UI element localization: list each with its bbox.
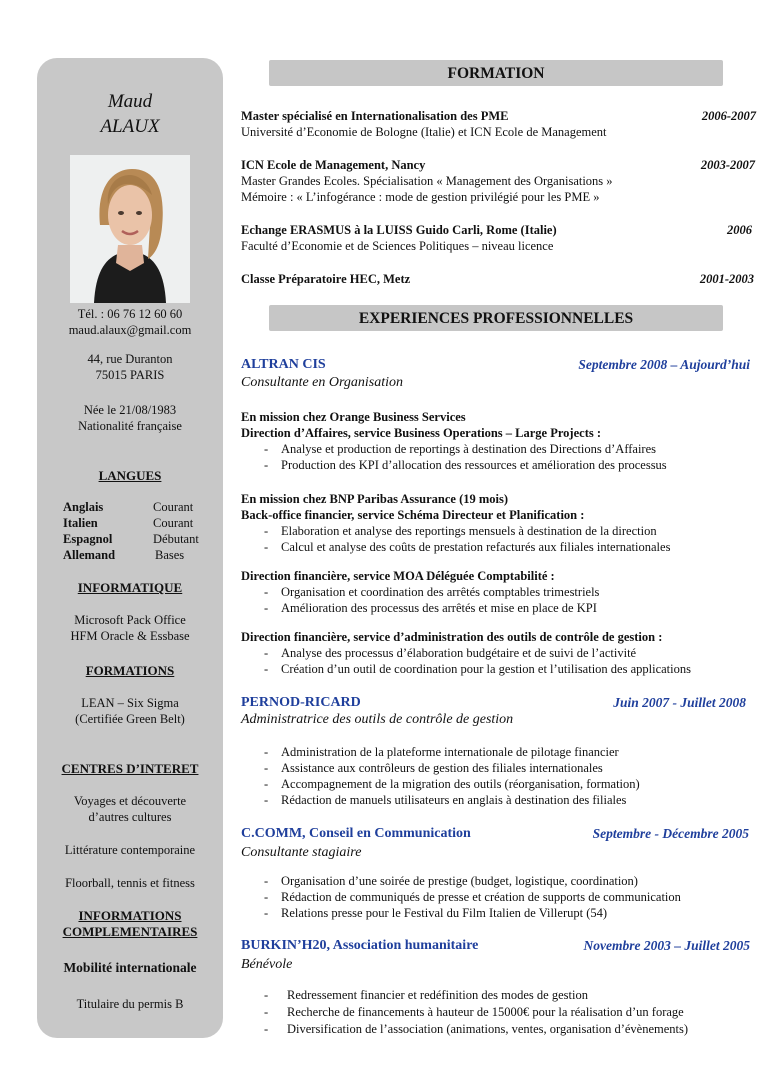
mission-title: En mission chez BNP Paribas Assurance (19 mois) bbox=[241, 492, 509, 506]
last-name: ALAUX bbox=[100, 116, 160, 137]
formation-degree: Classe Préparatoire HEC, Metz bbox=[241, 272, 411, 286]
task-item: - Calcul et analyse des coûts de prestation refacturés aux filiales internationales bbox=[264, 539, 670, 555]
mission-title: En mission chez Orange Business Services bbox=[241, 410, 466, 424]
formation-detail: Mémoire : « L’infogérance : mode de gestion privilégié pour les PME » bbox=[241, 190, 600, 204]
job-role: Consultante en Organisation bbox=[241, 375, 404, 390]
mission-subtitle: Direction financière, service d’administration des outils de contrôle de gestion : bbox=[241, 630, 663, 644]
job-tasks bbox=[264, 873, 681, 921]
language-name: Espagnol bbox=[63, 532, 113, 546]
portrait-icon bbox=[70, 155, 190, 303]
experience-heading: EXPERIENCES PROFESSIONNELLES bbox=[269, 305, 723, 331]
job-dates: Juin 2007 - Juillet 2008 bbox=[613, 695, 746, 710]
language-level: Courant bbox=[153, 500, 194, 514]
task-item: - Rédaction de communiqués de presse et création de supports de communication bbox=[264, 889, 681, 905]
formation-detail: Faculté d’Economie et de Sciences Politiques – niveau licence bbox=[241, 239, 554, 253]
interests-heading: CENTRES D’INTERET bbox=[61, 761, 199, 776]
interest: Voyages et découverte bbox=[73, 794, 187, 808]
task-item: - Rédaction de manuels utilisateurs en anglais à destination des filiales bbox=[264, 792, 640, 808]
mission-tasks bbox=[264, 441, 667, 473]
languages-heading: LANGUES bbox=[98, 468, 162, 483]
interest: Floorball, tennis et fitness bbox=[65, 876, 195, 890]
task-item: - Organisation et coordination des arrêtés comptables trimestriels bbox=[264, 584, 599, 600]
job-dates: Novembre 2003 – Juillet 2005 bbox=[583, 938, 750, 953]
task-item: - Recherche de financements à hauteur de 15000€ pour la réalisation d’un forage bbox=[264, 1004, 688, 1021]
task-item: - Redressement financier et redéfinition des modes de gestion bbox=[264, 987, 688, 1004]
task-item: - Elaboration et analyse des reportings mensuels à destination de la direction bbox=[264, 523, 670, 539]
job-role: Consultante stagiaire bbox=[241, 845, 362, 860]
job-tasks bbox=[264, 744, 640, 808]
mission-tasks bbox=[264, 523, 670, 555]
company-name: PERNOD-RICARD bbox=[241, 695, 361, 710]
interest: d’autres cultures bbox=[88, 810, 172, 824]
formation-degree: Echange ERASMUS à la LUISS Guido Carli, Rome (Italie) bbox=[241, 223, 557, 237]
company-name: C.COMM, Conseil en Communication bbox=[241, 826, 471, 841]
phone: Tél. : 06 76 12 60 60 bbox=[77, 307, 183, 321]
birth-date: Née le 21/08/1983 bbox=[83, 403, 177, 417]
formation-degree: ICN Ecole de Management, Nancy bbox=[241, 158, 426, 172]
mobility: Mobilité internationale bbox=[63, 960, 197, 975]
job-tasks bbox=[264, 987, 688, 1038]
task-item: - Analyse et production de reportings à destination des Directions d’Affaires bbox=[264, 441, 667, 457]
company-name: ALTRAN CIS bbox=[241, 357, 326, 372]
mission-tasks bbox=[264, 645, 691, 677]
task-item: - Relations presse pour le Festival du Film Italien de Villerupt (54) bbox=[264, 905, 681, 921]
formation-date: 2001-2003 bbox=[699, 272, 754, 286]
task-item: - Analyse des processus d’élaboration budgétaire et de suivi de l’activité bbox=[264, 645, 691, 661]
driving-license: Titulaire du permis B bbox=[76, 997, 184, 1011]
formation-detail: Université d’Economie de Bologne (Italie) et ICN Ecole de Management bbox=[241, 125, 607, 139]
formation-heading: FORMATION bbox=[269, 60, 723, 86]
mission-tasks bbox=[264, 584, 599, 616]
address-line-2: 75015 PARIS bbox=[95, 368, 165, 382]
mission-subtitle: Back-office financier, service Schéma Directeur et Planification : bbox=[241, 508, 585, 522]
info-heading: COMPLEMENTAIRES bbox=[62, 924, 198, 939]
task-item: - Diversification de l’association (animations, ventes, organisation d’évènements) bbox=[264, 1021, 688, 1038]
address-line-1: 44, rue Duranton bbox=[87, 352, 173, 366]
mission-subtitle: Direction d’Affaires, service Business Operations – Large Projects : bbox=[241, 426, 602, 440]
job-role: Bénévole bbox=[241, 957, 293, 972]
task-item: - Accompagnement de la migration des outils (réorganisation, formation) bbox=[264, 776, 640, 792]
it-skill: HFM Oracle & Essbase bbox=[70, 629, 190, 643]
sidebar bbox=[37, 58, 223, 1038]
task-item: - Assistance aux contrôleurs de gestion des filiales internationales bbox=[264, 760, 640, 776]
interest: Littérature contemporaine bbox=[64, 843, 196, 857]
language-name: Anglais bbox=[63, 500, 104, 514]
first-name: Maud bbox=[107, 91, 153, 112]
company-name: BURKIN’H20, Association humanitaire bbox=[241, 938, 479, 953]
training: LEAN – Six Sigma bbox=[81, 696, 179, 710]
it-skill: Microsoft Pack Office bbox=[74, 613, 186, 627]
it-heading: INFORMATIQUE bbox=[77, 580, 183, 595]
formation-degree: Master spécialisé en Internationalisation des PME bbox=[241, 109, 509, 123]
language-level: Bases bbox=[155, 548, 185, 562]
language-level: Courant bbox=[153, 516, 194, 530]
language-name: Allemand bbox=[63, 548, 116, 562]
task-item: - Administration de la plateforme internationale de pilotage financier bbox=[264, 744, 640, 760]
job-dates: Septembre 2008 – Aujourd’hui bbox=[578, 357, 750, 372]
task-item: - Amélioration des processus des arrêtés et mise en place de KPI bbox=[264, 600, 599, 616]
trainings-heading: FORMATIONS bbox=[85, 663, 175, 678]
mission-subtitle: Direction financière, service MOA Déléguée Comptabilité : bbox=[241, 569, 555, 583]
training-note: (Certifiée Green Belt) bbox=[75, 712, 185, 726]
job-role: Administratrice des outils de contrôle de gestion bbox=[241, 712, 514, 727]
task-item: - Création d’un outil de coordination pour la gestion et l’utilisation des applications bbox=[264, 661, 691, 677]
language-level: Débutant bbox=[153, 532, 199, 546]
task-item: - Production des KPI d’allocation des ressources et amélioration des processus bbox=[264, 457, 667, 473]
formation-date: 2003-2007 bbox=[700, 158, 755, 172]
formation-date: 2006-2007 bbox=[701, 109, 756, 123]
profile-photo bbox=[70, 155, 190, 303]
language-name: Italien bbox=[63, 516, 98, 530]
formation-detail: Master Grandes Ecoles. Spécialisation « Management des Organisations » bbox=[241, 174, 613, 188]
info-heading: INFORMATIONS bbox=[78, 908, 182, 923]
nationality: Nationalité française bbox=[78, 419, 182, 433]
job-dates: Septembre - Décembre 2005 bbox=[592, 826, 749, 841]
formation-date: 2006 bbox=[727, 223, 752, 237]
email[interactable]: maud.alaux@gmail.com bbox=[68, 323, 192, 337]
task-item: - Organisation d’une soirée de prestige (budget, logistique, coordination) bbox=[264, 873, 681, 889]
